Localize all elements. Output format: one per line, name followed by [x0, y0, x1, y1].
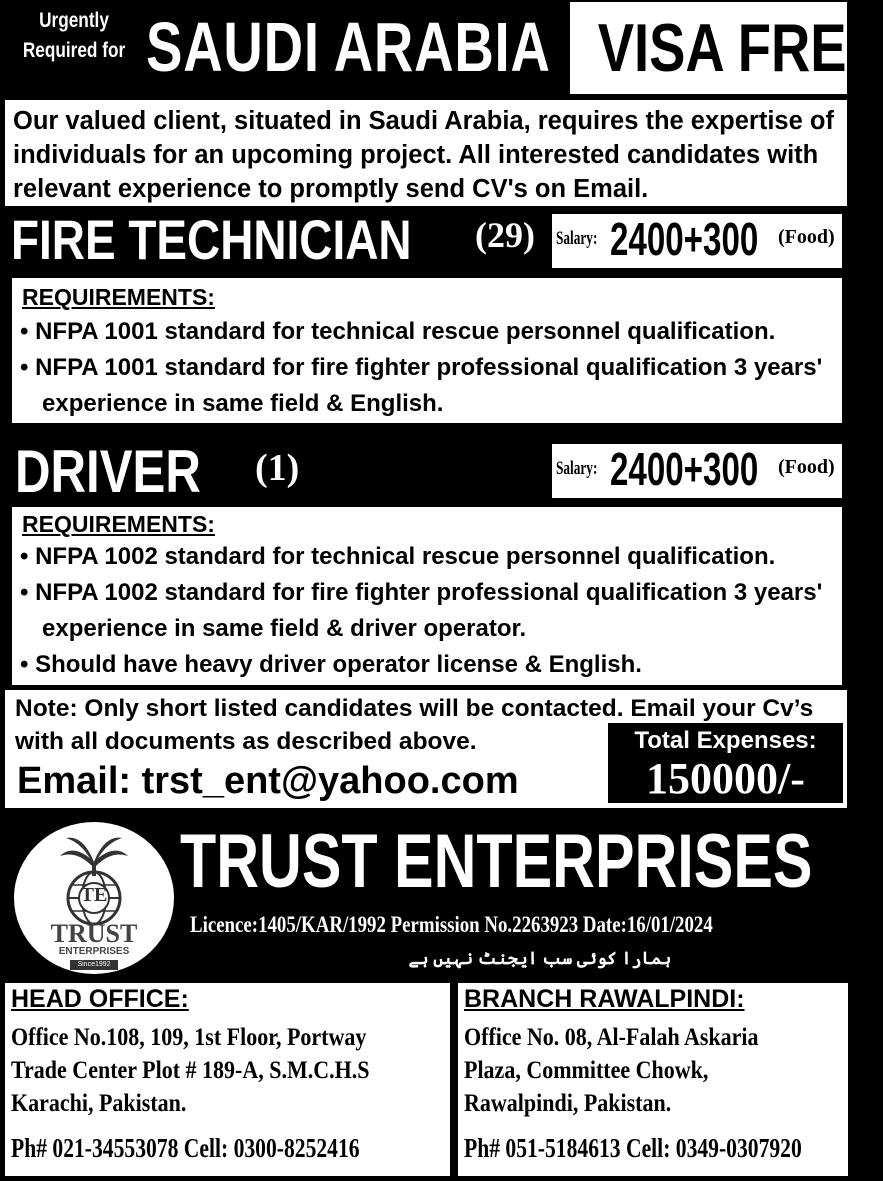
logo-text-main: TRUST	[50, 919, 138, 948]
total-expenses-value: 150000/-	[646, 754, 805, 803]
visa-free-badge	[570, 2, 883, 94]
no-sub-agent-note: ہمارا کوئی سب ایجنٹ نہیں ہے	[408, 949, 672, 968]
head-office	[5, 983, 450, 1176]
office-phone[interactable]: Ph# 021-34553078 Cell: 0300-8252416	[11, 1133, 360, 1163]
requirements-fire-technician	[10, 276, 844, 425]
requirement-item: • NFPA 1001 standard for fire fighter professional qualification 3 years' experience in same field & English.	[20, 354, 823, 417]
branch-office	[458, 983, 848, 1176]
salary-note: (Food)	[778, 226, 835, 248]
salary-box	[550, 212, 844, 270]
requirements-list	[20, 314, 840, 422]
urgently-required-label	[17, 6, 132, 66]
requirements-heading: REQUIREMENTS:	[22, 511, 215, 537]
total-expenses-label: Total Expenses:	[634, 727, 817, 754]
logo-text-sub: ENTERPRISES	[58, 946, 130, 957]
job-count: (1)	[255, 447, 300, 489]
logo-monogram: TE	[80, 884, 108, 906]
urgent-line-2: Required for	[22, 39, 126, 62]
salary-amount: 2400+300	[610, 213, 759, 265]
address-line: Plaza, Committee Chowk,	[464, 1057, 709, 1084]
requirement-item: • NFPA 1002 standard for fire fighter professional qualification 3 years' experience in same field & driver operator.	[20, 579, 823, 642]
intro-text: Our valued client, situated in Saudi Arabia, requires the expertise of individuals for an upcoming project. All interested candidates with relevant experience to promptly send CV's on Email.	[13, 107, 834, 203]
office-address	[11, 1021, 418, 1120]
address-line: Office No.108, 109, 1st Floor, Portway	[11, 1024, 367, 1051]
requirement-item: • NFPA 1001 standard for technical rescue personnel qualification.	[20, 318, 776, 345]
address-line: Trade Center Plot # 189-A, S.M.C.H.S	[11, 1057, 370, 1084]
address-line: Rawalpindi, Pakistan.	[464, 1090, 672, 1117]
job-title: FIRE TECHNICIAN	[11, 208, 412, 271]
office-phone[interactable]: Ph# 051-5184613 Cell: 0349-0307920	[464, 1133, 802, 1163]
total-expenses-box	[608, 723, 843, 803]
salary-amount: 2400+300	[610, 443, 759, 495]
company-name: TRUST ENTERPRISES	[180, 819, 813, 904]
office-heading: BRANCH RAWALPINDI:	[464, 985, 745, 1013]
office-address	[464, 1021, 799, 1120]
country-heading: SAUDI ARABIA	[146, 8, 551, 86]
salary-label: Salary:	[556, 458, 598, 479]
job-fire-technician-bar	[5, 210, 847, 272]
visa-free-text: VISA FREE	[597, 10, 883, 86]
note-text: Note: Only short listed candidates will be contacted. Email your Cv’s with all documents as described above.	[15, 695, 814, 755]
requirement-item: • Should have heavy driver operator license & English.	[20, 651, 642, 678]
intro-section	[5, 100, 847, 206]
salary-box	[550, 442, 844, 500]
trust-enterprises-logo	[14, 822, 174, 974]
requirements-list	[20, 539, 840, 683]
salary-label: Salary:	[556, 228, 598, 249]
licence-info: Licence:1405/KAR/1992 Permission No.2263923 Date:16/01/2024	[190, 912, 713, 937]
job-driver-bar	[5, 438, 847, 505]
address-line: Karachi, Pakistan.	[11, 1090, 187, 1117]
requirement-item: • NFPA 1002 standard for technical rescue personnel qualification.	[20, 543, 776, 570]
salary-note: (Food)	[778, 456, 835, 478]
job-title: DRIVER	[15, 438, 201, 505]
address-line: Office No. 08, Al-Falah Askaria	[464, 1024, 759, 1051]
requirements-heading: REQUIREMENTS:	[22, 284, 215, 310]
requirements-driver	[10, 505, 844, 687]
urgent-line-1: Urgently	[39, 9, 109, 32]
logo-since: Since1992	[70, 960, 118, 970]
email-address[interactable]: Email: trst_ent@yahoo.com	[17, 760, 519, 802]
job-count: (29)	[475, 215, 535, 255]
office-heading: HEAD OFFICE:	[11, 985, 189, 1013]
